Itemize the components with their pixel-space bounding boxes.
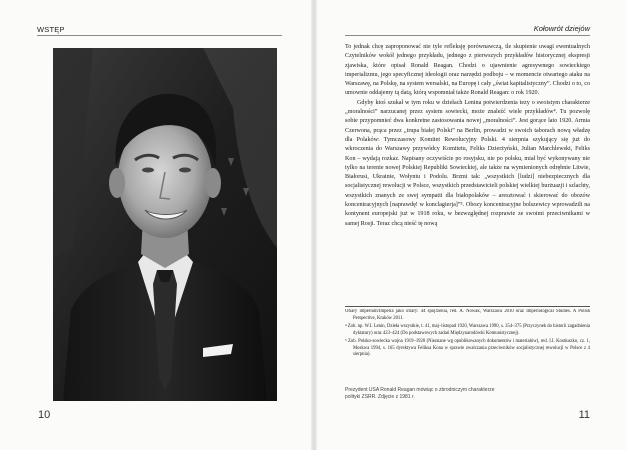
paragraph: To jednak chcę zaproponować nie tyle refleksję porównawczą, ile skupienie uwagi ewentualnych Czytelników wokół jednego przykładu, jednego z pierwszych przykładów historycznej ekspresji zjawiska, które opisał Ronald Reagan. Chodzi o ujawnienie agresywnego sowieckiego imperializmu, jego specyficznej ideologii oraz narzędzi podboju – w momencie otwartego ataku na Warszawę, na Polskę, na system wersalski, na Europę i cały „świat kapitalistyczny”. Chodzi o to, co umownie oddajemy tą datą, którą wspomniał także Ronald Reagan: o rok 1920. xyxy=(345,44,590,97)
paragraph: Gdyby ktoś szukał w tym roku w dziełach Lenina potwierdzenia tezy o swoistym charakterze „moralności” narzucanej przez system sowiecki, może znaleźć wiele przykładów⁴. Tu pozwolę sobie przypomnieć dwa konkretne zastosowania nowej „moralności”. Jest gorące lato 1920. Armia Czerwona, prąca przez „trupa białej Polski” na Berlin, prowadzi w swoich taborach nową władzę dla Polaków: Tymczasowy Komitet Rewolucyjny Polski. 4 sierpnia szykujący się już do wkroczenia do Warszawy przywódcy Komitetu, Feliks Dzierżyński, Julian Marchlewski, Feliks Kon – wydają rozkaz. Napisany oczywiście po rosyjsku, nie po polsku, miał być wykonywany nie tylko na terenie nowej Polskiej Republiki Sowieckiej, ale także na wymienionych odrębnie Litwie, Białorusi, Ukrainie, Wołyniu i Podolu. Brzmi tak: „wszystkich [ludzi] niebezpiecznych dla socjalistycznej rewolucji w Polsce, wszystkich przedstawicieli polskiej wielkiej burżuazji i szlachty, wszystkich znanych ze swej sympatii dla białopolaków – aresztować i skierować do obozów koncentracyjnych [naprawdę! w konclagierja]”⁵. Obozy koncentracyjne bolszewicy wprowadzili na kontynent europejski już w 1918 roku, w bezwzględnej rozprawie ze swoimi przeciwnikami w samej Rosji. Teraz chcą nieść tę nową xyxy=(345,99,590,227)
photo-caption: Prezydent USA Ronald Reagan mówiąc o zbrodniczym charakterze polityki ZSRR. Zdjęcie z 1981 r. xyxy=(345,387,495,400)
body-text xyxy=(345,43,590,301)
footnote: ⁵ Zob. Polsko-sowiecka wojna 1919–1920 (Nieznane wg opublikowanych dokumentów i materiałów), red. I.I. Kostiuszko, cz. 1, Moskwa 1994, s. 165 dyrektywa Feliksa Kona w sprawie zwalczania przeciwników socjalistycznej rewolucji w Polsce z 4 sierpnia). xyxy=(345,338,590,358)
footnotes xyxy=(345,309,590,379)
left-head-rule xyxy=(37,35,282,36)
footnote: ⁴ Zob. np. W.I. Lenin, Dzieła wszystkie, t. 41, maj–listopad 1920, Warszawa 1990, s. 354–375 (Przyczynek do historii zagadnienia dyktatury) oraz 423–424 (Do podstawowych zadań Międzynarodówki Komunistycznej). xyxy=(345,323,590,336)
left-running-head: WSTĘP xyxy=(37,25,65,34)
right-head-rule xyxy=(345,35,590,36)
book-gutter xyxy=(311,0,317,450)
footnote-rule xyxy=(345,306,590,307)
portrait-photo xyxy=(53,48,277,401)
footnote: Ofiary imperium/Imperia jako ofiary: 44 spojrzenia, red. A. Nowak, Warszawa 2010 oraz Imperiological Studies. A Polish Perspective, Kraków 2011. xyxy=(345,309,590,321)
right-running-head: Kołowrót dziejów xyxy=(533,24,590,33)
left-page-number: 10 xyxy=(38,409,51,421)
right-page-number: 11 xyxy=(578,409,590,421)
